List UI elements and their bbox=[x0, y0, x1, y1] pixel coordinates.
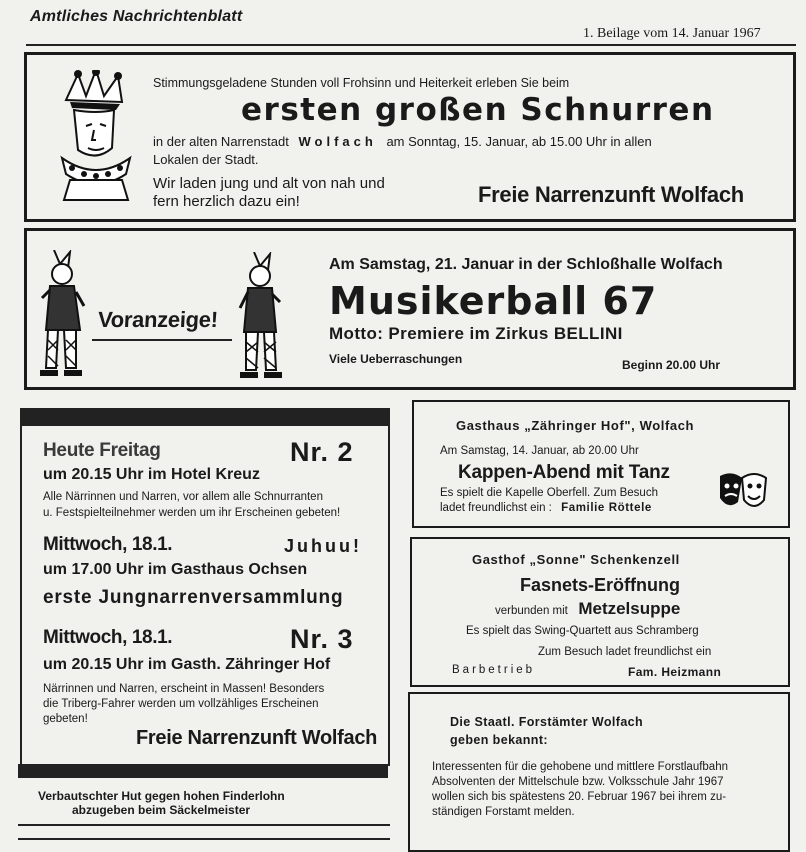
event3-note-3: gebeten! bbox=[43, 713, 88, 725]
schnurren-invite-1: Wir laden jung und alt von nah und bbox=[153, 175, 385, 192]
event1-day: Heute Freitag bbox=[43, 440, 161, 461]
event2-shout: Juhuu! bbox=[284, 536, 362, 556]
schnurren-intro: Stimmungsgeladene Stunden voll Frohsinn und Heiterkeit erleben Sie beim bbox=[153, 76, 570, 90]
sonne-metzelsuppe: Metzelsuppe bbox=[578, 599, 681, 618]
forst-text-2: Absolventen der Mittelschule bzw. Volksschule Jahr 1967 bbox=[432, 776, 724, 788]
lost-hat-line-2: abzugeben beim Säckelmeister bbox=[72, 803, 251, 817]
forst-title-2: geben bekannt: bbox=[450, 733, 548, 747]
event2-time-place: um 17.00 Uhr im Gasthaus Ochsen bbox=[43, 561, 308, 578]
event3-day: Mittwoch, 18.1. bbox=[43, 627, 173, 648]
sonne-bar: Barbetrieb bbox=[452, 664, 536, 676]
lost-hat-underline bbox=[18, 824, 390, 826]
masthead-title: Amtliches Nachrichtenblatt bbox=[30, 8, 243, 25]
program-bottom-bar bbox=[18, 764, 388, 778]
schnurren-line3-town: Wolfach bbox=[298, 134, 377, 149]
event3-number: Nr. 3 bbox=[290, 624, 354, 654]
event1-time-place: um 20.15 Uhr im Hotel Kreuz bbox=[43, 466, 260, 483]
event3-note-2: die Triberg-Fahrer werden um vollzähliges Erscheinen bbox=[43, 698, 319, 710]
musikerball-motto: Motto: Premiere im Zirkus BELLINI bbox=[329, 324, 623, 343]
program-box-left bbox=[20, 426, 22, 766]
forst-text-1: Interessenten für die gehobene und mittlere Forstlaufbahn bbox=[432, 761, 728, 773]
musikerball-headline: Musikerball 67 bbox=[329, 279, 658, 323]
event2-day: Mittwoch, 18.1. bbox=[43, 534, 173, 555]
sonne-family: Fam. Heizmann bbox=[628, 665, 722, 679]
schnurren-line4: Lokalen der Stadt. bbox=[153, 152, 259, 167]
zaehringer-title: Gasthaus „Zähringer Hof", Wolfach bbox=[456, 418, 695, 433]
program-box-right bbox=[388, 426, 390, 766]
zaehringer-family: Familie Röttele bbox=[561, 502, 652, 514]
schnurren-line3-c: am Sonntag, 15. Januar, ab 15.00 Uhr in allen bbox=[386, 134, 652, 149]
preview-underline bbox=[92, 339, 232, 341]
event3-time-place: um 20.15 Uhr im Gasth. Zähringer Hof bbox=[43, 656, 331, 673]
schnurren-signature: Freie Narrenzunft Wolfach bbox=[478, 182, 744, 207]
event1-note-1: Alle Närrinnen und Narren, vor allem alle Schnurranten bbox=[43, 491, 323, 503]
musikerball-date: Am Samstag, 21. Januar in der Schloßhalle Wolfach bbox=[329, 256, 723, 273]
event1-note-2: u. Festspielteilnehmer werden um ihr Erscheinen gebeten! bbox=[43, 507, 341, 519]
zaehringer-line-1: Es spielt die Kapelle Oberfell. Zum Besuch bbox=[440, 487, 658, 499]
bottom-left-rule bbox=[18, 838, 390, 840]
lost-hat-line-1: Verbautschter Hut gegen hohen Finderlohn bbox=[38, 789, 285, 803]
sonne-with-text: verbunden mit bbox=[495, 605, 568, 617]
program-signature: Freie Narrenzunft Wolfach bbox=[136, 727, 378, 749]
schnurren-line3-a: in der alten Narrenstadt bbox=[153, 134, 289, 149]
schnurren-headline: ersten großen Schnurren bbox=[241, 92, 715, 128]
forst-title-1: Die Staatl. Forstämter Wolfach bbox=[450, 715, 644, 729]
zaehringer-line-2-text: ladet freundlichst ein : bbox=[440, 502, 552, 514]
program-top-bar bbox=[20, 408, 390, 426]
event2-title: erste Jungnarrenversammlung bbox=[43, 587, 344, 608]
sonne-invite: Zum Besuch ladet freundlichst ein bbox=[538, 646, 712, 658]
sonne-with bbox=[495, 599, 680, 619]
sonne-title: Gasthof „Sonne" Schenkenzell bbox=[472, 552, 680, 567]
masthead-rule bbox=[26, 44, 796, 46]
forst-text-3: wollen sich bis spätestens 20. Februar 1967 bei ihrem zu- bbox=[432, 791, 727, 803]
forst-text-4: ständigen Forstamt melden. bbox=[432, 806, 575, 818]
dancing-jester-left-icon bbox=[36, 250, 86, 378]
jester-head-icon bbox=[56, 70, 136, 202]
event1-number: Nr. 2 bbox=[290, 437, 354, 467]
event3-note-1: Närrinnen und Narren, erscheint in Massen! Besonders bbox=[43, 683, 325, 695]
schnurren-invite-2: fern herzlich dazu ein! bbox=[153, 193, 300, 210]
musikerball-preview: Voranzeige! bbox=[97, 307, 219, 332]
zaehringer-line-2 bbox=[440, 502, 652, 514]
zaehringer-date: Am Samstag, 14. Januar, ab 20.00 Uhr bbox=[440, 445, 639, 457]
musikerball-start: Beginn 20.00 Uhr bbox=[622, 358, 721, 372]
dancing-jester-right-icon bbox=[236, 252, 286, 380]
sonne-headline: Fasnets-Eröffnung bbox=[520, 575, 680, 595]
musikerball-note: Viele Ueberraschungen bbox=[329, 352, 463, 366]
zaehringer-headline: Kappen-Abend mit Tanz bbox=[458, 462, 670, 483]
masthead-issue: 1. Beilage vom 14. Januar 1967 bbox=[583, 26, 761, 41]
carnival-masks-icon bbox=[714, 468, 770, 516]
sonne-band: Es spielt das Swing-Quartett aus Schramberg bbox=[466, 625, 699, 637]
schnurren-line3 bbox=[153, 134, 652, 149]
